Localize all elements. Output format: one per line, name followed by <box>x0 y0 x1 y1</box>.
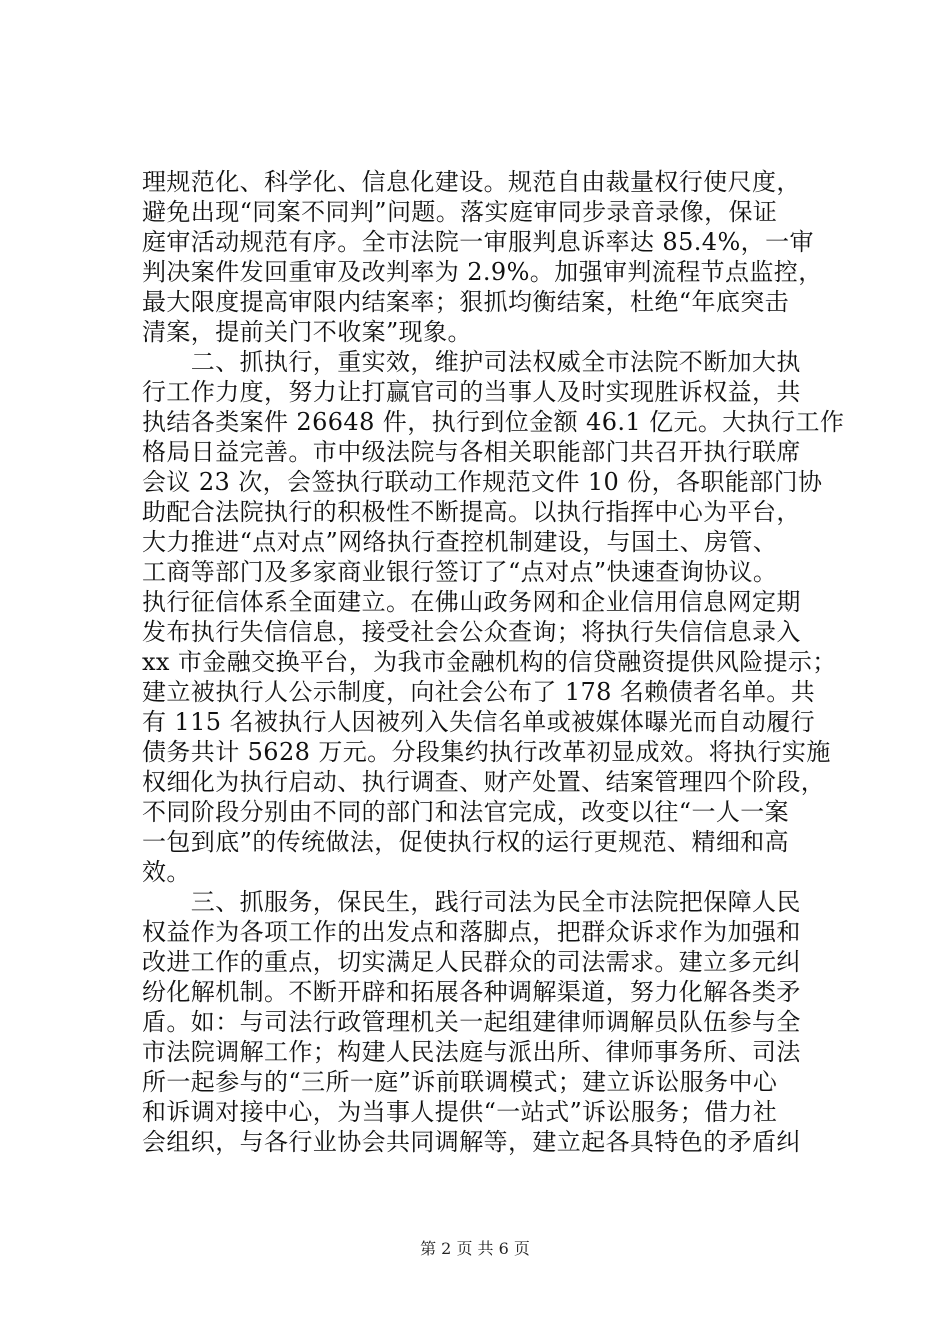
text-line: 庭审活动规范有序。全市法院一审服判息诉率达 85.4%，一审 <box>142 228 814 256</box>
text-line: 执行征信体系全面建立。在佛山政务网和企业信用信息网定期 <box>142 588 801 616</box>
text-line: 大力推进“点对点”网络执行查控机制建设，与国土、房管、 <box>142 528 778 556</box>
body-text <box>142 167 845 1157</box>
text-line: 权益作为各项工作的出发点和落脚点，把群众诉求作为加强和 <box>142 918 801 946</box>
text-line: 避免出现“同案不同判”问题。落实庭审同步录音录像，保证 <box>142 198 778 226</box>
text-line: 债务共计 5628 万元。分段集约执行改革初显成效。将执行实施 <box>142 738 831 766</box>
text-line: 不同阶段分别由不同的部门和法官完成，改变以往“一人一案 <box>142 798 790 826</box>
text-line: 和诉调对接中心，为当事人提供“一站式”诉讼服务；借力社 <box>142 1098 778 1126</box>
text-line: 格局日益完善。市中级法院与各相关职能部门共召开执行联席 <box>142 438 801 466</box>
text-line: 所一起参与的“三所一庭”诉前联调模式；建立诉讼服务中心 <box>142 1068 778 1096</box>
text-line: 清案，提前关门不收案”现象。 <box>142 318 472 346</box>
text-line: 最大限度提高审限内结案率；狠抓均衡结案，杜绝“年底突击 <box>142 288 790 316</box>
text-line: 权细化为执行启动、执行调查、财产处置、结案管理四个阶段， <box>142 768 826 796</box>
section-heading-line: 二、抓执行，重实效，维护司法权威全市法院不断加大执 <box>142 348 801 376</box>
text-line: 助配合法院执行的积极性不断提高。以执行指挥中心为平台， <box>142 498 801 526</box>
text-line: 纷化解机制。不断开辟和拓展各种调解渠道，努力化解各类矛 <box>142 978 801 1006</box>
text-line: 建立被执行人公示制度，向社会公布了 178 名赖债者名单。共 <box>142 678 816 706</box>
text-line: 效。 <box>142 858 191 886</box>
text-line: 盾。如：与司法行政管理机关一起组建律师调解员队伍参与全 <box>142 1008 801 1036</box>
text-line: 行工作力度，努力让打赢官司的当事人及时实现胜诉权益，共 <box>142 378 801 406</box>
section-heading-line: 三、抓服务，保民生，践行司法为民全市法院把保障人民 <box>142 888 801 916</box>
text-line: 会议 23 次，会签执行联动工作规范文件 10 份，各职能部门协 <box>142 468 823 496</box>
text-line: 理规范化、科学化、信息化建设。规范自由裁量权行使尺度， <box>142 168 801 196</box>
text-line: 会组织，与各行业协会共同调解等，建立起各具特色的矛盾纠 <box>142 1128 801 1156</box>
text-line: 改进工作的重点，切实满足人民群众的司法需求。建立多元纠 <box>142 948 801 976</box>
text-line: 判决案件发回重审及改判率为 2.9%。加强审判流程节点监控， <box>142 258 823 286</box>
text-line: xx 市金融交换平台，为我市金融机构的信贷融资提供风险提示； <box>142 648 837 676</box>
page-number-footer: 第 2 页 共 6 页 <box>420 1239 530 1258</box>
text-line: 有 115 名被执行人因被列入失信名单或被媒体曝光而自动履行 <box>142 708 816 736</box>
text-line: 市法院调解工作；构建人民法庭与派出所、律师事务所、司法 <box>142 1038 801 1066</box>
text-line: 执结各类案件 26648 件，执行到位金额 46.1 亿元。大执行工作 <box>142 408 845 436</box>
text-line: 工商等部门及多家商业银行签订了“点对点”快速查询协议。 <box>142 558 778 586</box>
text-line: 一包到底”的传统做法，促使执行权的运行更规范、精细和高 <box>142 828 790 856</box>
text-line: 发布执行失信信息，接受社会公众查询；将执行失信信息录入 <box>142 618 801 646</box>
